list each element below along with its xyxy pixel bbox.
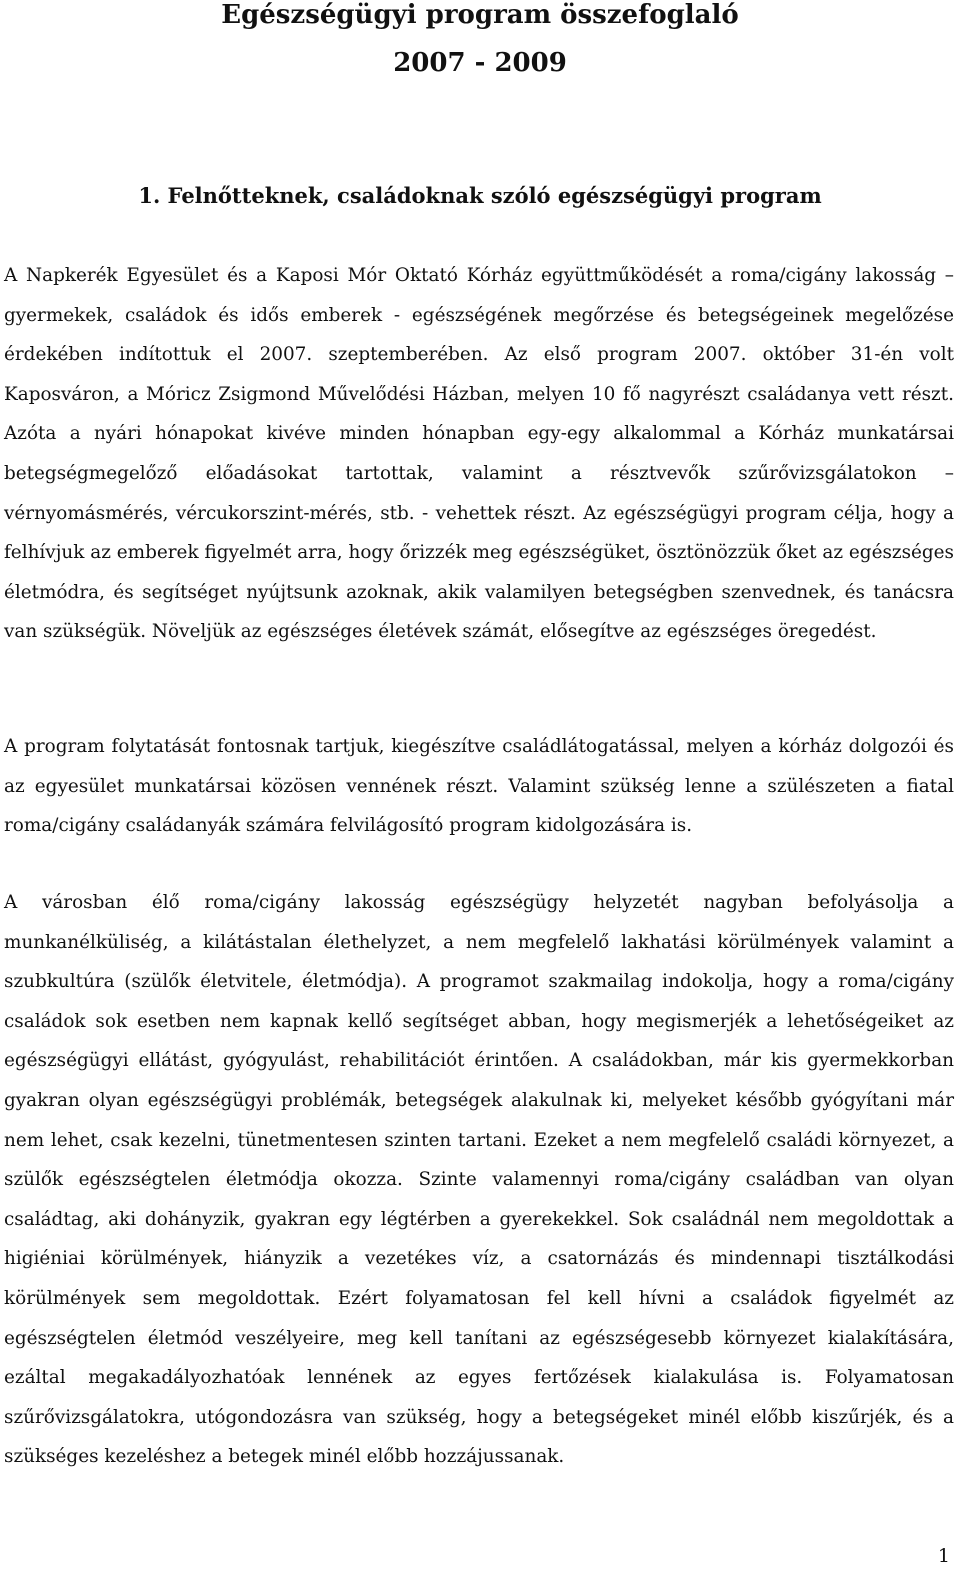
section-heading: 1. Felnőtteknek, családoknak szóló egészségügyi program [138,183,822,208]
document-subtitle-years: 2007 - 2009 [393,48,567,78]
paragraph-program-continuation: A program folytatását fontosnak tartjuk, kiegészítve családlátogatással, melyen a kórház dolgozói és az egyesület munkatársai közösen vennének részt. Valamint szükség lenne a szülészeten a fiatal roma/cigány családanyák számára felvilágosító program kidolgozására is. [4,736,954,837]
page-number: 1 [937,1545,950,1567]
paragraph-health-situation: A városban élő roma/cigány lakosság egészségügy helyzetét nagyban befolyásolja a munkanélküliség, a kilátástalan élethelyzet, a nem megfelelő lakhatási körülmények valamint a szubkultúra (szülők életvitele, életmódja). A programot szakmailag indokolja, hogy a roma/cigány családok sok esetben nem kapnak kellő segítséget abban, hogy megismerjék a lehetőségeiket az egészségügyi ellátást, gyógyulást, rehabilitációt érintően. A családokban, már kis gyermekkorban gyakran olyan egészségügyi problémák, betegségek alakulnak ki, melyeket később gyógyítani már nem lehet, csak kezelni, tünetmentesen szinten tartani. Ezeket a nem megfelelő családi környezet, a szülők egészségtelen életmódja okozza. Szinte valamennyi roma/cigány családban van olyan családtag, aki dohányzik, gyakran egy légtérben a gyerekekkel. Sok családnál nem megoldottak a higiéniai körülmények, hiányzik a vezetékes víz, a csatornázás és mindennapi tisztálkodási körülmények sem megoldottak. Ezért folyamatosan fel kell hívni a családok figyelmét az egészségtelen életmód veszélyeire, meg kell tanítani az egészségesebb környezet kialakítására, ezáltal megakadályozhatóak lennének az egyes fertőzések kialakulása is. Folyamatosan szűrővizsgálatokra, utógondozásra van szükség, hogy a betegségeket minél előbb kiszűrjék, és a szükséges kezeléshez a betegek minél előbb hozzájussanak. [4,892,954,1468]
paragraph-program-history: A Napkerék Egyesület és a Kaposi Mór Oktató Kórház együttműködését a roma/cigány lakosság – gyermekek, családok és idős emberek - egészségének megőrzése és betegségeinek megelőzése érdekében indítottuk el 2007. szeptemberében. Az első program 2007. október 31-én volt Kaposváron, a Móricz Zsigmond Művelődési Házban, melyen 10 fő nagyrészt családanya vett részt. Azóta a nyári hónapokat kivéve minden hónapban egy-egy alkalommal a Kórház munkatársai betegségmegelőző előadásokat tartottak, valamint a résztvevők szűrővizsgálatokon – vérnyomásmérés, vércukorszint-mérés, stb. - vehettek részt. Az egészségügyi program célja, hogy a felhívjuk az emberek figyelmét arra, hogy őrizzék meg egészségüket, ösztönözzük őket az egészséges életmódra, és segítséget nyújtsunk azoknak, akik valamilyen betegségben szenvednek, és tanácsra van szükségük. Növeljük az egészséges életévek számát, elősegítve az egészséges öregedést. [4,265,954,643]
document-title: Egészségügyi program összefoglaló [221,0,739,30]
